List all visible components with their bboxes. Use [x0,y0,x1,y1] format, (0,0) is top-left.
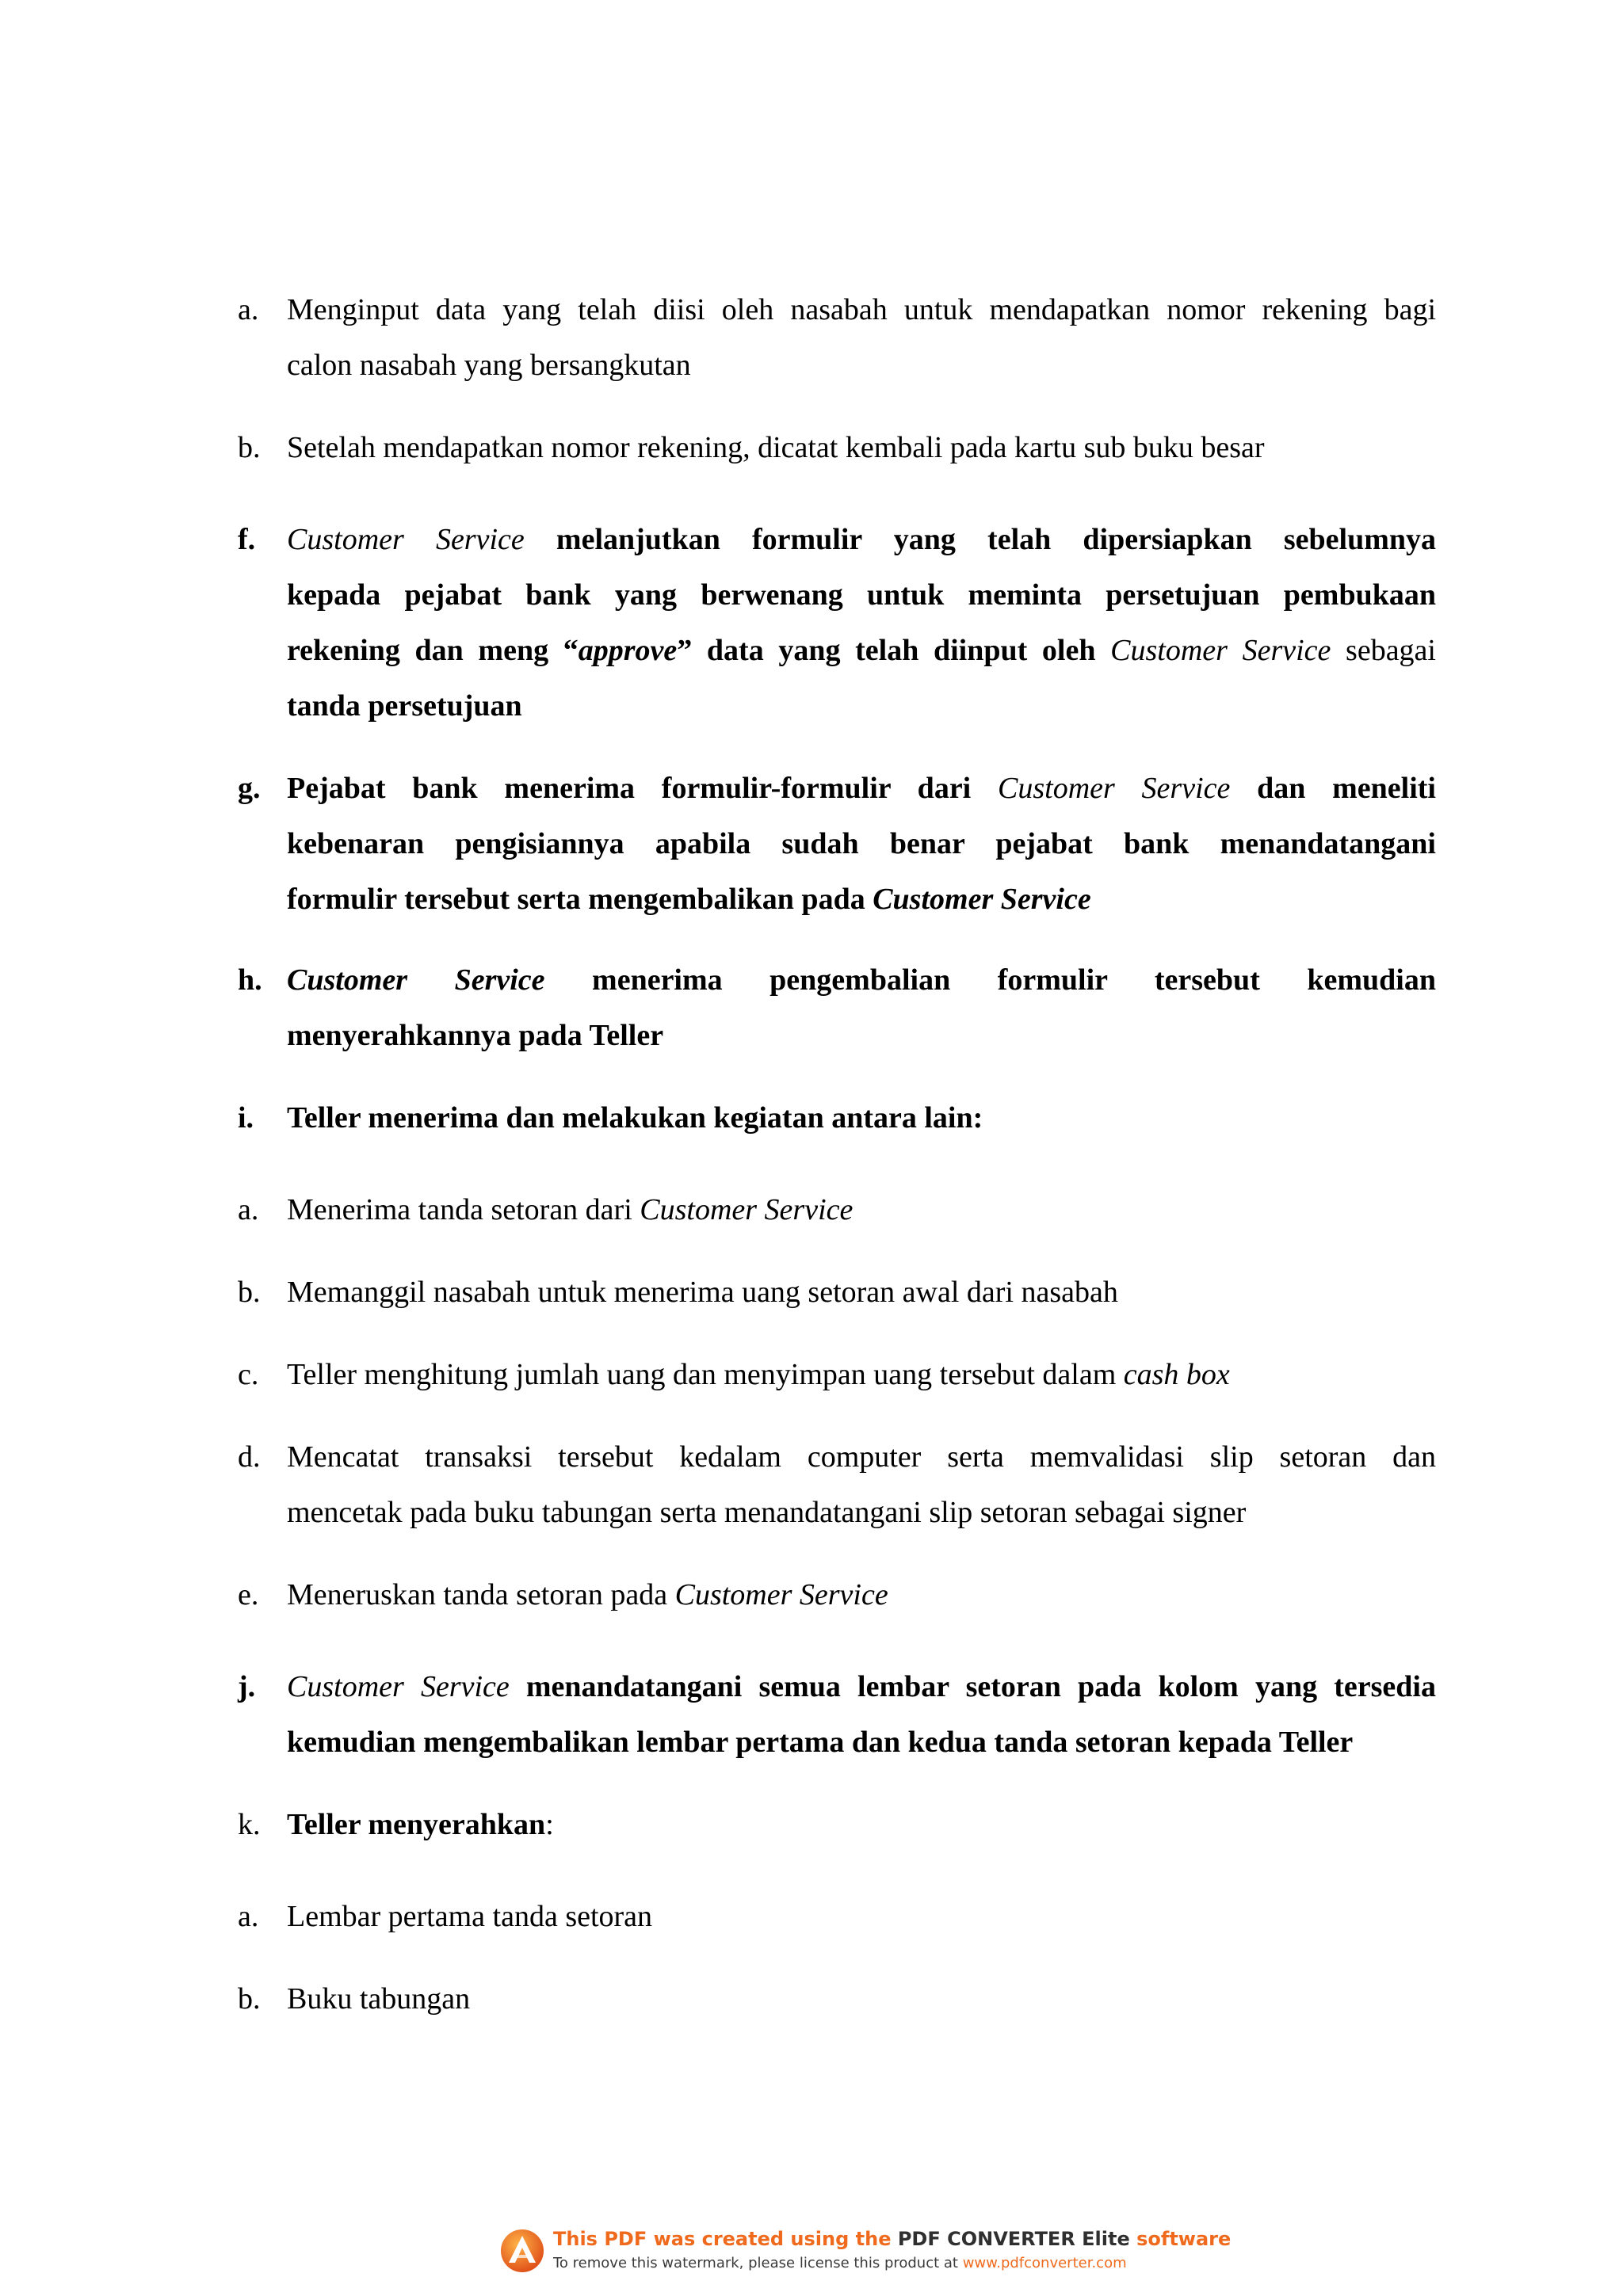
watermark-line-2: To remove this watermark, please license this product at www.pdfconverter.com [553,2255,1127,2271]
text-line: Customer Service menerima pengembalian formulir tersebut kemudian [287,963,1436,997]
customer-service-term: Customer Service [998,772,1231,805]
list-marker: g. [238,772,261,805]
text-line: formulir tersebut serta mengembalikan pada Customer Service [287,883,1091,916]
approve-term: approve [578,634,678,667]
customer-service-term: Customer Service [873,883,1091,916]
pdf-converter-logo-icon [499,2228,545,2274]
customer-service-term: Customer Service [640,1193,854,1226]
list-marker: b. [238,431,261,464]
list-marker: i. [238,1101,254,1135]
watermark-link[interactable]: www.pdfconverter.com [962,2255,1127,2271]
list-item-text [287,1659,1436,1770]
text-line: menyerahkannya pada Teller [287,1019,664,1052]
text-line: Customer Service melanjutkan formulir yang telah dipersiapkan sebelumnya [287,523,1437,556]
watermark-line-1: This PDF was created using the PDF CONVERTER Elite software [553,2228,1232,2250]
text-line: Pejabat bank menerima formulir-formulir dari Customer Service dan meneliti [287,772,1436,805]
list-marker: b. [238,1276,261,1309]
text-line: Menginput data yang telah diisi oleh nasabah untuk mendapatkan nomor rekening bagi [287,293,1436,326]
customer-service-term: Customer Service [1110,634,1331,667]
customer-service-term: Customer Service [287,1670,510,1703]
list-item-text [287,952,1436,1063]
list-marker: j. [238,1670,256,1703]
product-name: PDF CONVERTER Elite [897,2228,1130,2250]
text-line: rekening dan meng “approve” data yang telah diinput oleh Customer Service sebagai [287,634,1436,667]
text-line: mencetak pada buku tabungan serta menandatangani slip setoran sebagai signer [287,1496,1247,1529]
list-item-text: Teller menyerahkan: [287,1808,554,1841]
list-marker: a. [238,1900,259,1933]
cash-box-term: cash box [1123,1358,1230,1391]
list-marker: k. [238,1808,261,1841]
customer-service-term: Customer Service [674,1578,888,1611]
text-line: kemudian mengembalikan lembar pertama dan kedua tanda setoran kepada Teller [287,1726,1354,1759]
list-item-text: Memanggil nasabah untuk menerima uang setoran awal dari nasabah [287,1276,1118,1309]
list-item-text: Teller menghitung jumlah uang dan menyimpan uang tersebut dalam cash box [287,1358,1230,1391]
text-line: Customer Service menandatangani semua lembar setoran pada kolom yang tersedia [287,1670,1436,1703]
text-line: Mencatat transaksi tersebut kedalam computer serta memvalidasi slip setoran dan [287,1440,1436,1474]
list-item-text: Lembar pertama tanda setoran [287,1900,653,1933]
customer-service-term: Customer Service [287,963,545,997]
list-marker: f. [238,523,256,556]
list-item-text [287,1429,1436,1540]
list-marker: c. [238,1358,259,1391]
list-marker: a. [238,293,259,326]
list-marker: e. [238,1578,259,1611]
list-item-text: Meneruskan tanda setoran pada Customer Service [287,1578,888,1611]
list-item-text: Setelah mendapatkan nomor rekening, dicatat kembali pada kartu sub buku besar [287,431,1265,464]
list-item-text [287,282,1436,393]
list-item-text [287,761,1436,927]
list-item-text: Menerima tanda setoran dari Customer Service [287,1193,854,1226]
text-line: tanda persetujuan [287,689,522,723]
list-marker: d. [238,1440,261,1474]
text-line: kepada pejabat bank yang berwenang untuk meminta persetujuan pembukaan [287,578,1436,612]
list-marker: b. [238,1982,261,2016]
customer-service-term: Customer Service [287,523,525,556]
list-item-text [287,512,1436,734]
text-line: calon nasabah yang bersangkutan [287,349,691,382]
list-item-text: Teller menerima dan melakukan kegiatan antara lain: [287,1101,983,1135]
text-line: kebenaran pengisiannya apabila sudah benar pejabat bank menandatangani [287,827,1436,860]
pdf-converter-watermark [499,2225,1232,2280]
list-marker: a. [238,1193,259,1226]
list-item-text: Buku tabungan [287,1982,471,2016]
list-marker: h. [238,963,262,997]
